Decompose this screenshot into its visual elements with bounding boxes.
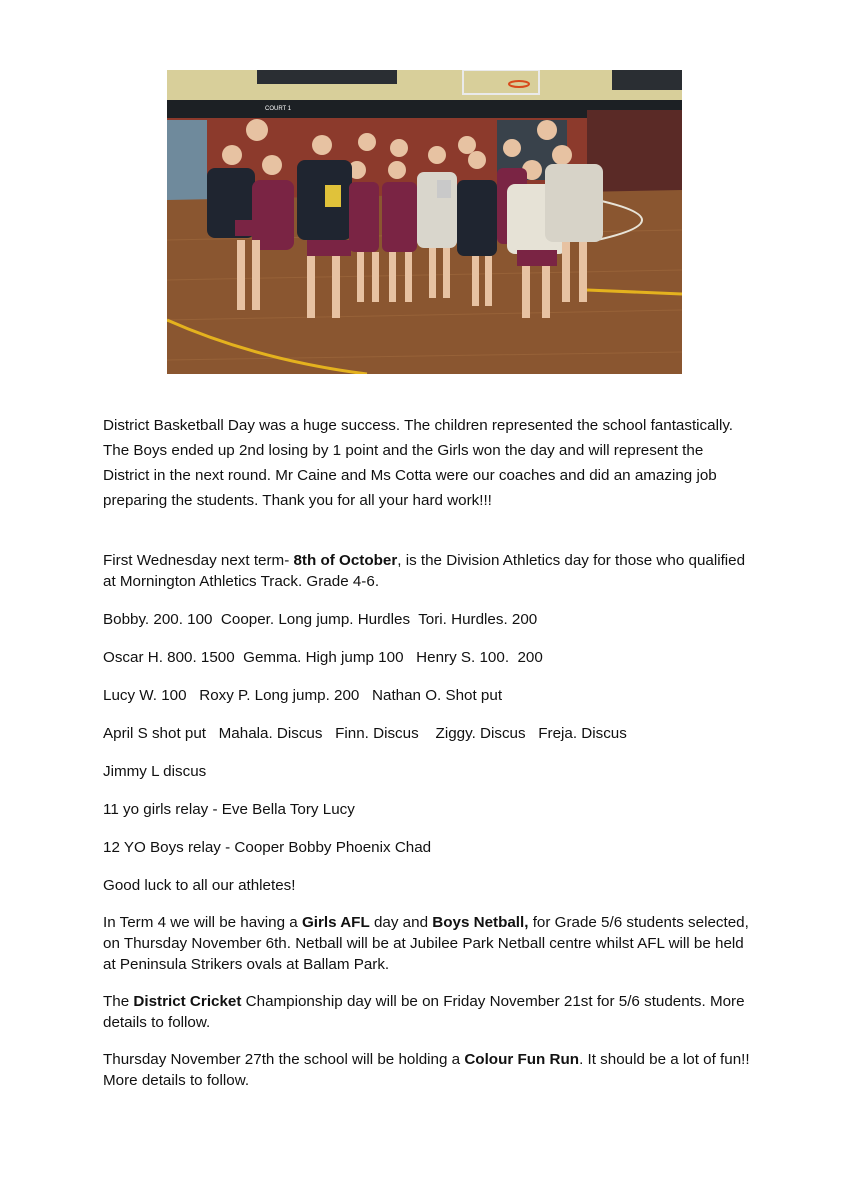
athletics-intro-pre: First Wednesday next term- xyxy=(103,552,294,569)
boys-relay: 12 YO Boys relay - Cooper Bobby Phoenix Chad xyxy=(103,839,432,856)
cricket-text-2: Championship day will be on Friday November 21st for 5/6 students. More details to follow. xyxy=(103,993,745,1031)
girls-relay: 11 yo girls relay - Eve Bella Tory Lucy xyxy=(103,801,355,818)
basketball-report: District Basketball Day was a huge success. The children represented the school fantastically. The Boys ended up 2nd losing by 1 point and the Girls won the day and will represent the District in the next round. Mr Caine and Ms Cotta were our coaches and did an amazing job preparing the students. Thank you for all your hard work!!! xyxy=(103,417,734,509)
entry-line-5: Jimmy L discus xyxy=(103,763,207,780)
entry-line-4: April S shot put Mahala. Discus Finn. Discus Ziggy. Discus Freja. Discus xyxy=(103,725,627,742)
athletics-intro-post: , is the Division Athletics day for those who qualified at Mornington Athletics Track. Grade 4-6. xyxy=(103,552,746,590)
fun-run-paragraph xyxy=(103,1049,753,1091)
afl-bold-girls-afl: Girls AFL xyxy=(301,914,370,931)
team-photo xyxy=(167,70,682,374)
afl-text-2: day and xyxy=(369,914,433,931)
good-luck-line: Good luck to all our athletes! xyxy=(103,877,296,894)
cricket-text-1: The xyxy=(103,993,134,1010)
afl-netball-paragraph xyxy=(103,912,753,975)
funrun-text-2: . It should be a lot of fun!! More details to follow. xyxy=(103,1051,750,1089)
cricket-bold: District Cricket xyxy=(133,993,242,1010)
afl-text-3: for Grade 5/6 students selected, on Thursday November 6th. Netball will be at Jubilee Park Netball centre whilst AFL will be held at Peninsula Strikers ovals at Ballam Park. xyxy=(103,914,749,973)
team-photo-illustration xyxy=(167,70,682,374)
afl-bold-boys-netball: Boys Netball, xyxy=(432,914,529,931)
athletics-date: 8th of October xyxy=(293,552,398,569)
athletics-intro xyxy=(103,550,753,592)
entry-line-1: Bobby. 200. 100 Cooper. Long jump. Hurdles Tori. Hurdles. 200 xyxy=(103,611,538,628)
entry-line-2: Oscar H. 800. 1500 Gemma. High jump 100 Henry S. 100. 200 xyxy=(103,649,543,666)
funrun-bold: Colour Fun Run xyxy=(464,1051,580,1068)
afl-text-1: In Term 4 we will be having a xyxy=(103,914,302,931)
funrun-text-1: Thursday November 27th the school will be holding a xyxy=(103,1051,465,1068)
entry-line-3: Lucy W. 100 Roxy P. Long jump. 200 Nathan O. Shot put xyxy=(103,687,503,704)
court-sign: COURT 1 xyxy=(265,106,292,112)
cricket-paragraph xyxy=(103,991,753,1033)
